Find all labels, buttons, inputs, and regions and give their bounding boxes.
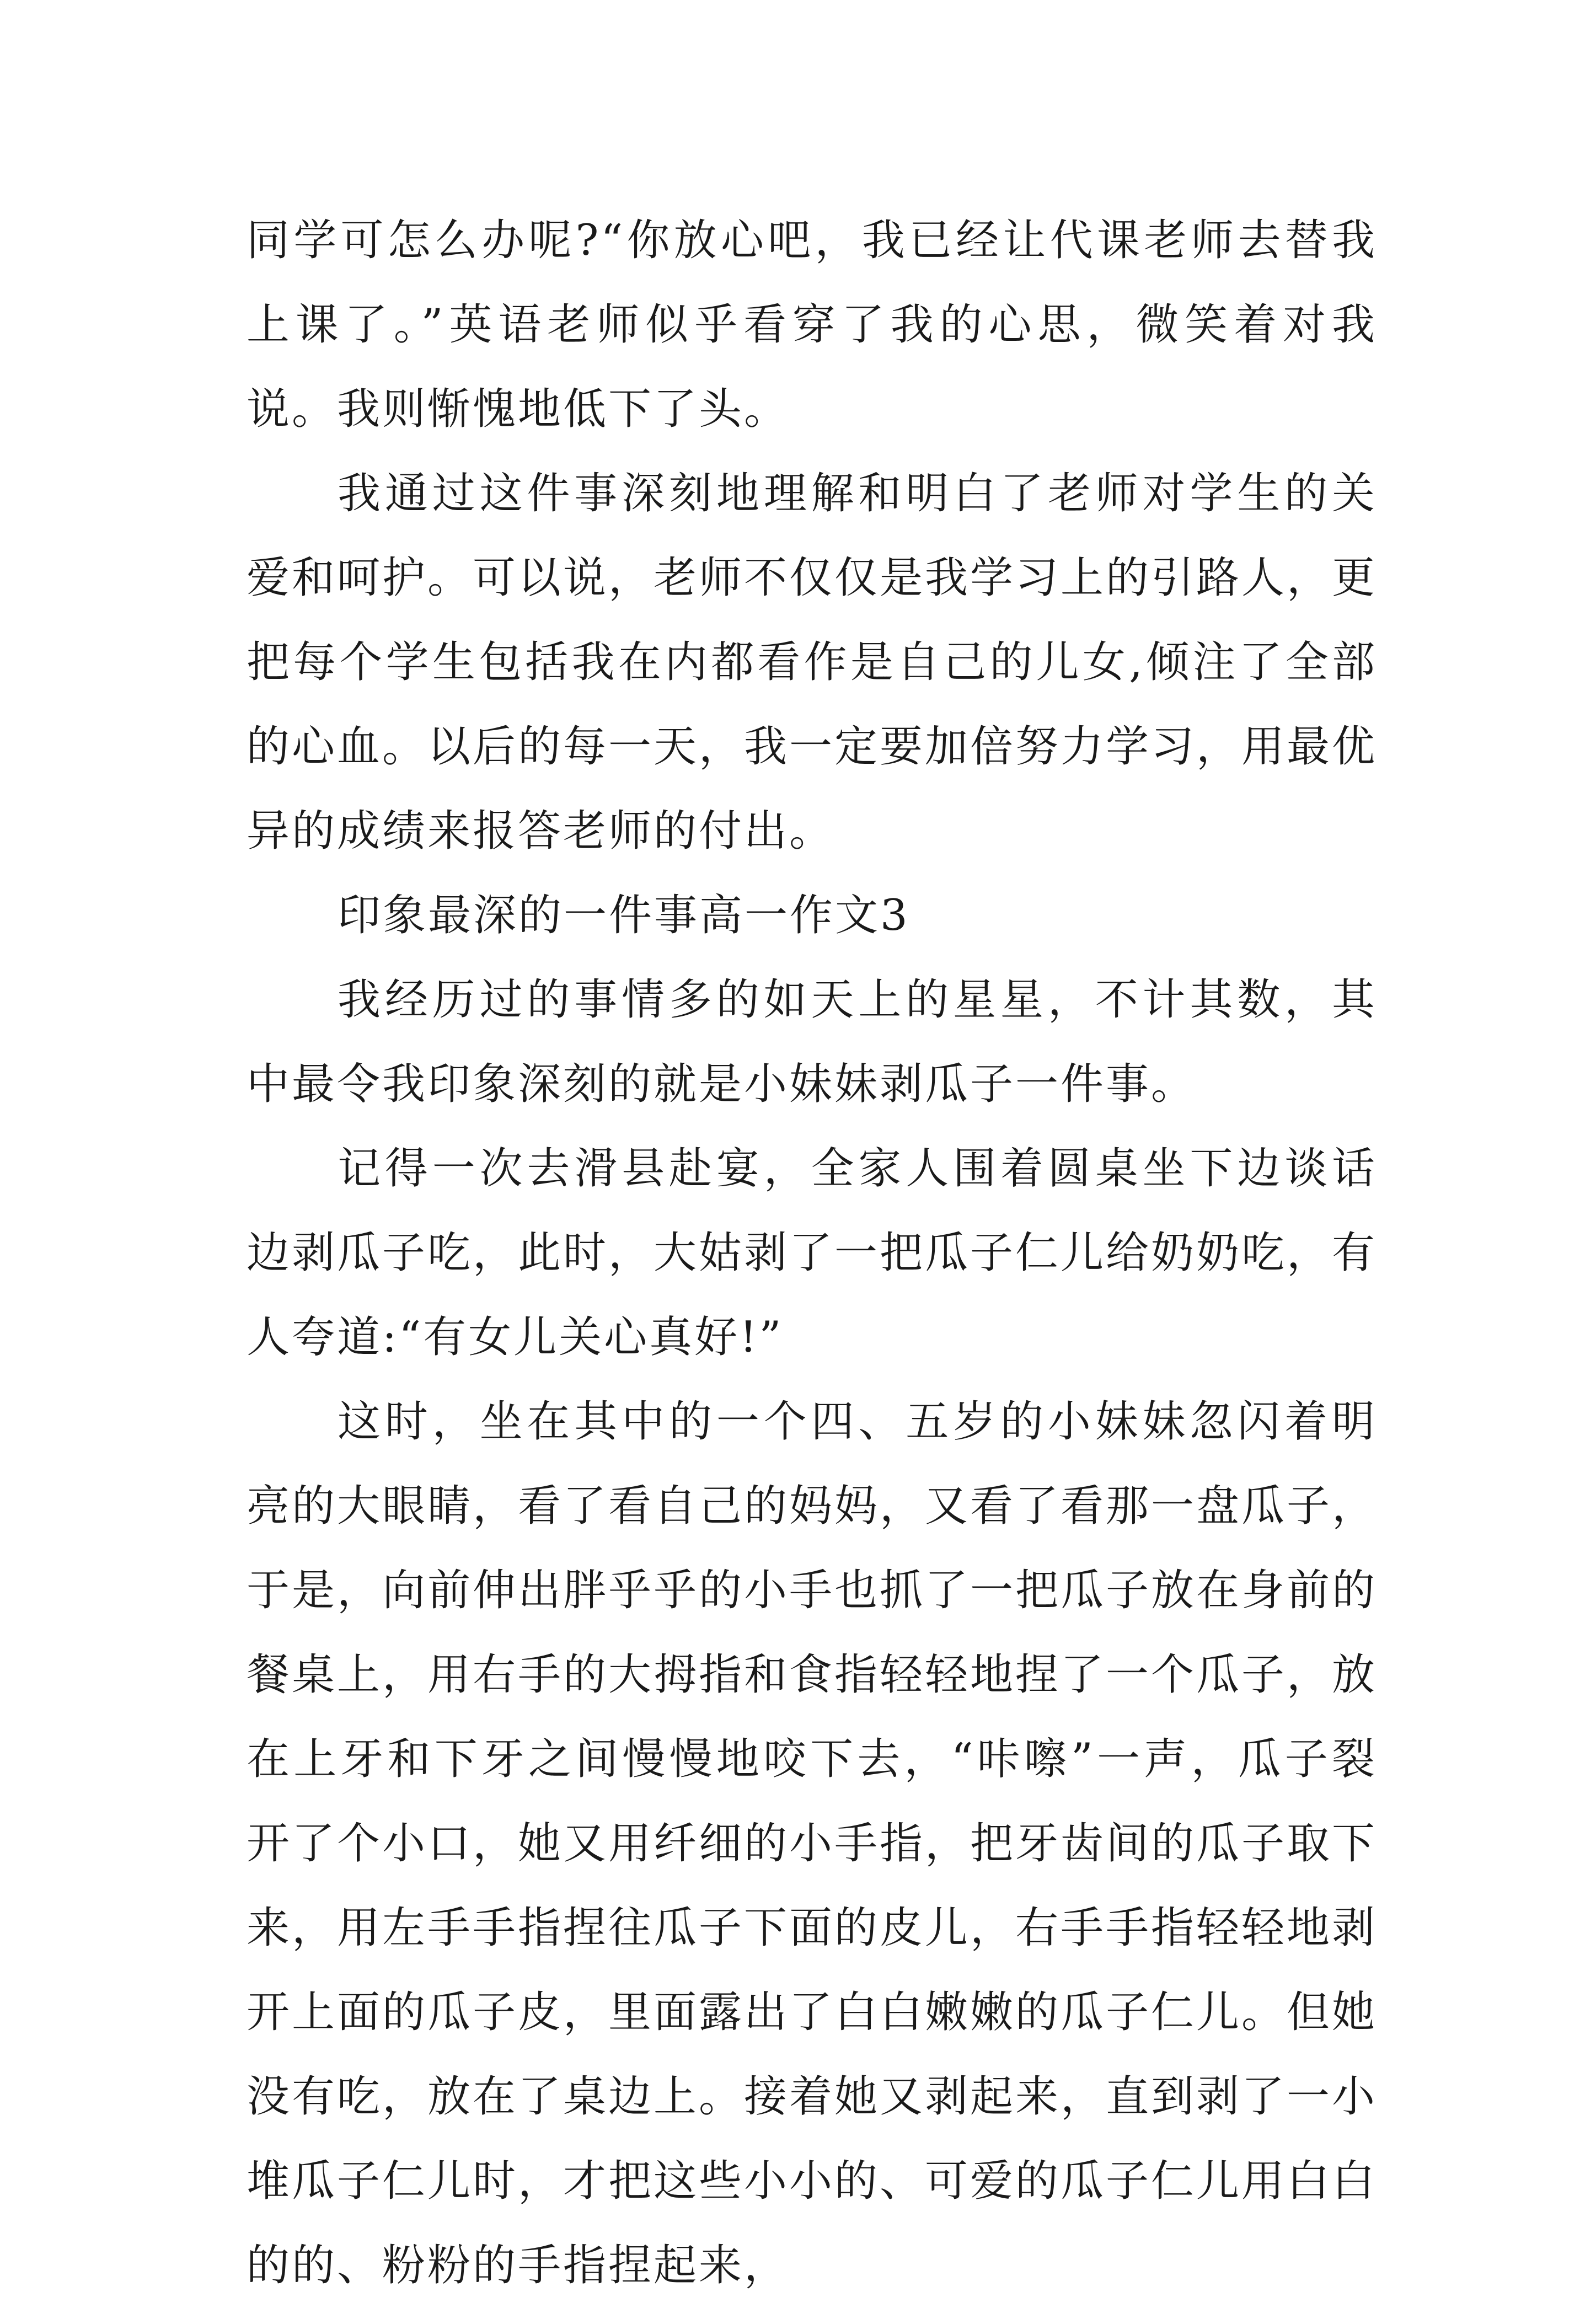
paragraph-5: 这时，坐在其中的一个四、五岁的小妹妹忽闪着明亮的大眼睛，看了看自己的妈妈，又看了看那一盘瓜子，于是，向前伸出胖乎乎的小手也抓了一把瓜子放在身前的餐桌上，用右手的大拇指和食指轻轻地捏了一个瓜子，放在上牙和下牙之间慢慢地咬下去，“咔嚓”一声，瓜子裂开了个小口，她又用纤细的小手指，把牙齿间的瓜子取下来，用左手手指捏往瓜子下面的皮儿，右手手指轻轻地剥开上面的瓜子皮，里面露出了白白嫩嫩的瓜子仁儿。但她没有吃，放在了桌边上。接着她又剥起来，直到剥了一小堆瓜子仁儿时，才把这些小小的、可爱的瓜子仁儿用白白的的、粉粉的手指捏起来， xyxy=(247,1397,1378,2290)
paragraph-4: 记得一次去滑县赴宴，全家人围着圆桌坐下边谈话边剥瓜子吃，此时，大姑剥了一把瓜子仁儿给奶奶吃，有人夸道:“有女儿关心真好!” xyxy=(247,1144,1378,1362)
document-body xyxy=(247,199,1377,2308)
section-heading: 印象最深的一件事高一作文3 xyxy=(338,891,910,940)
paragraph-2: 我通过这件事深刻地理解和明白了老师对学生的关爱和呵护。可以说，老师不仅仅是我学习上的引路人，更把每个学生包括我在内都看作是自己的儿女,倾注了全部的心血。以后的每一天，我一定要加倍努力学习，用最优异的成绩来报答老师的付出。 xyxy=(247,469,1378,856)
paragraph-3: 我经历过的事情多的如天上的星星，不计其数，其中最令我印象深刻的就是小妹妹剥瓜子一件事。 xyxy=(247,975,1377,1109)
paragraph-1: 同学可怎么办呢?“你放心吧，我已经让代课老师去替我上课了。”英语老师似乎看穿了我的心思，微笑着对我说。我则惭愧地低下了头。 xyxy=(247,216,1377,434)
